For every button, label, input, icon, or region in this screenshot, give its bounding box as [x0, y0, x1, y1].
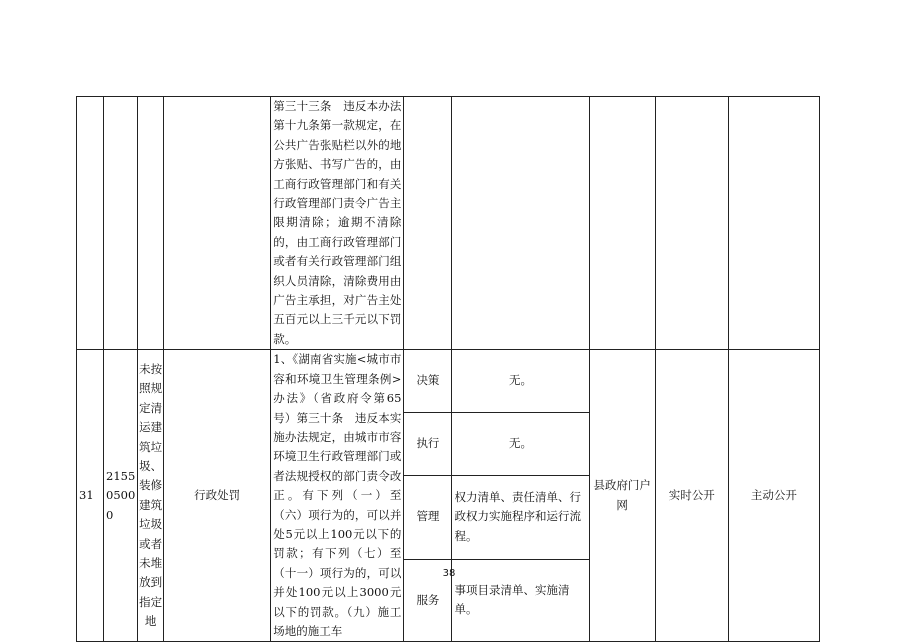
disclosure-timing: 实时公开 — [655, 350, 728, 642]
cell-empty — [728, 97, 819, 350]
legal-basis-cell: 1、《湖南省实施<城市市容和环境卫生管理条例>办法》（省政府令第65号）第三十条 违反本实施办法规定，由城市市容环境卫生行政管理部门或者法规授权的部门责令改正。有下列（一）至（六）项行为的，可以并处5元以上100元以下的罚款；有下列（七）至（十一）项行为的，可以并处100元以上3000元以下的罚款。（九）施工场地的施工车 — [271, 350, 404, 642]
cell-empty — [77, 97, 104, 350]
disclosure-mode: 主动公开 — [728, 350, 819, 642]
cell-empty — [404, 97, 452, 350]
category-content: 事项目录清单、实施清单。 — [452, 559, 589, 642]
page-number: 38 — [442, 568, 456, 579]
item-name: 未按照规定清运建筑垃圾、装修建筑垃圾或者未堆放到指定地 — [138, 350, 164, 642]
item-code: 215505000 — [104, 350, 138, 642]
category-content: 无。 — [452, 350, 589, 413]
category-label: 管理 — [404, 475, 452, 559]
category-label: 决策 — [404, 350, 452, 413]
category-content: 无。 — [452, 412, 589, 475]
item-number: 31 — [77, 350, 104, 642]
table-row — [77, 97, 820, 350]
category-content: 权力清单、责任清单、行政权力实施程序和运行流程。 — [452, 475, 589, 559]
cell-empty — [589, 97, 655, 350]
cell-empty — [452, 97, 589, 350]
disclosure-table — [76, 96, 820, 642]
category-label: 服务 — [404, 559, 452, 642]
category-label: 执行 — [404, 412, 452, 475]
item-type: 行政处罚 — [164, 350, 271, 642]
disclosure-channel: 县政府门户网 — [589, 350, 655, 642]
cell-empty — [138, 97, 164, 350]
table-row — [77, 350, 820, 413]
cell-empty — [655, 97, 728, 350]
legal-basis-cell: 第三十三条 违反本办法第十九条第一款规定，在公共广告张贴栏以外的地方张贴、书写广告的，由工商行政管理部门和有关行政管理部门责令广告主限期清除；逾期不清除的，由工商行政管理部门或者有关行政管理部门组织人员清除，清除费用由广告主承担，对广告主处五百元以上三千元以下罚款。 — [271, 97, 404, 350]
cell-empty — [104, 97, 138, 350]
cell-empty — [164, 97, 271, 350]
